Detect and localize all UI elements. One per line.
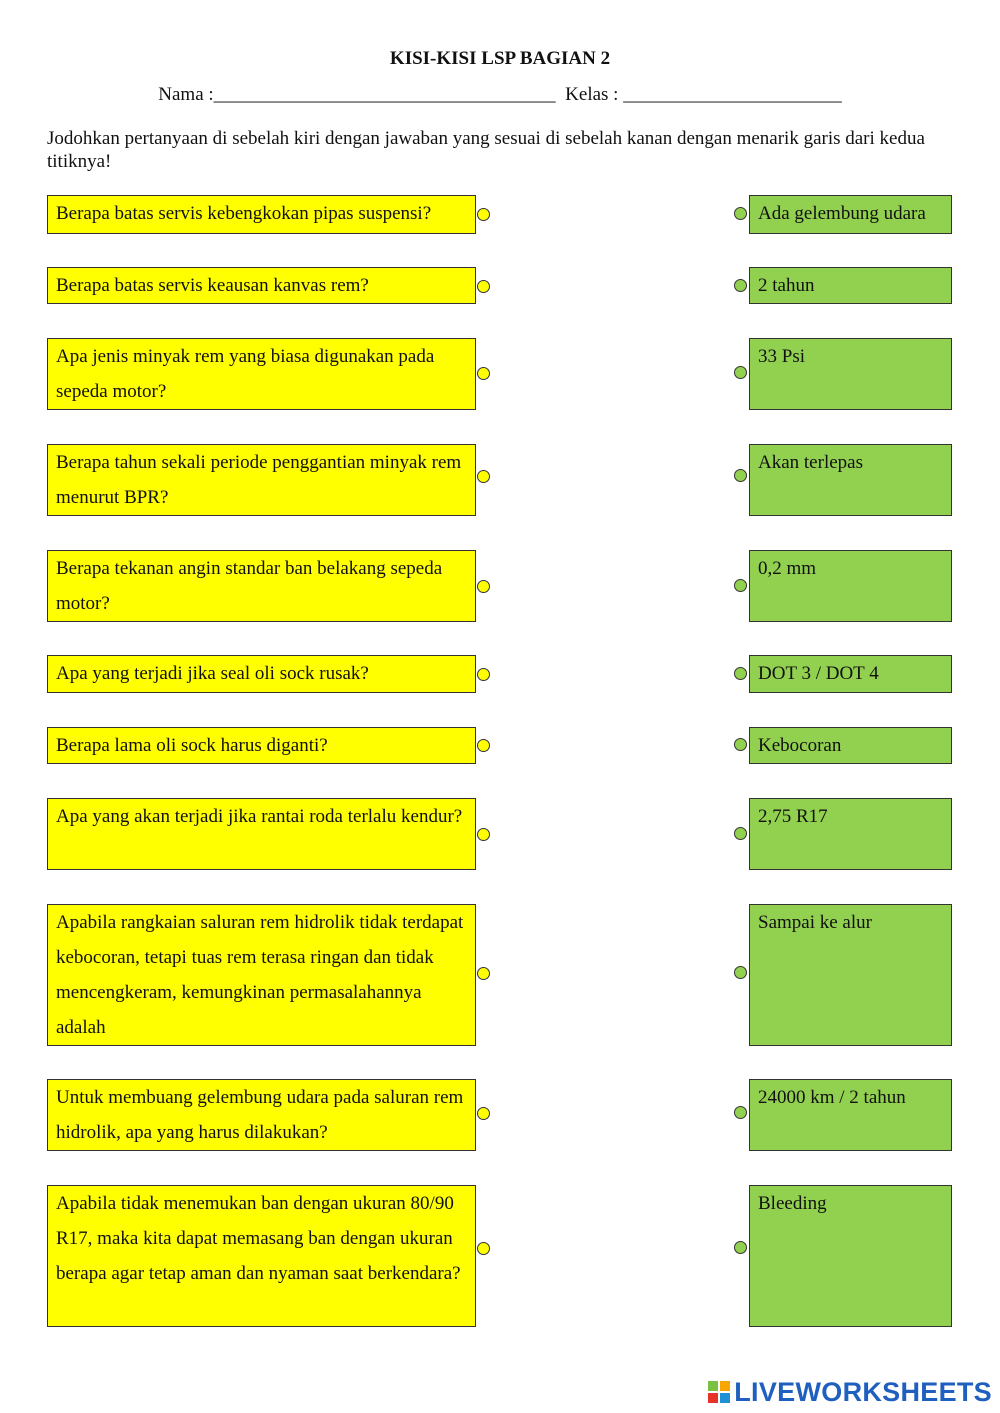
question-box-8: Apa yang akan terjadi jika rantai roda terlalu kendur?: [47, 798, 476, 870]
answer-dot-2[interactable]: [734, 279, 747, 292]
question-dot-4[interactable]: [477, 470, 490, 483]
question-box-9: Apabila rangkaian saluran rem hidrolik tidak terdapat kebocoran, tetapi tuas rem terasa ringan dan tidak mencengkeram, kemungkinan permasalahannya adalah: [47, 904, 476, 1046]
name-class-line: Nama :____________________________________ Kelas : _______________________: [158, 84, 842, 105]
question-box-11: Apabila tidak menemukan ban dengan ukuran 80/90 R17, maka kita dapat memasang ban dengan ukuran berapa agar tetap aman dan nyaman saat berkendara?: [47, 1185, 476, 1327]
logo-text: LIVEWORKSHEETS: [734, 1376, 992, 1407]
liveworksheets-icon: [707, 1380, 731, 1404]
answer-box-9: Sampai ke alur: [749, 904, 952, 1046]
answer-box-4: Akan terlepas: [749, 444, 952, 516]
question-box-1: Berapa batas servis kebengkokan pipas suspensi?: [47, 195, 476, 234]
answer-dot-4[interactable]: [734, 469, 747, 482]
answer-box-11: Bleeding: [749, 1185, 952, 1327]
question-box-10: Untuk membuang gelembung udara pada saluran rem hidrolik, apa yang harus dilakukan?: [47, 1079, 476, 1151]
question-dot-9[interactable]: [477, 967, 490, 980]
answer-dot-6[interactable]: [734, 667, 747, 680]
question-dot-1[interactable]: [477, 208, 490, 221]
page-title: KISI-KISI LSP BAGIAN 2: [389, 48, 611, 69]
question-dot-8[interactable]: [477, 828, 490, 841]
question-dot-11[interactable]: [477, 1242, 490, 1255]
question-dot-6[interactable]: [477, 668, 490, 681]
answer-box-6: DOT 3 / DOT 4: [749, 655, 952, 693]
answer-dot-10[interactable]: [734, 1106, 747, 1119]
answer-dot-8[interactable]: [734, 827, 747, 840]
question-dot-7[interactable]: [477, 739, 490, 752]
answer-box-8: 2,75 R17: [749, 798, 952, 870]
answer-dot-1[interactable]: [734, 207, 747, 220]
question-box-5: Berapa tekanan angin standar ban belakang sepeda motor?: [47, 550, 476, 622]
answer-box-3: 33 Psi: [749, 338, 952, 410]
question-box-3: Apa jenis minyak rem yang biasa digunakan pada sepeda motor?: [47, 338, 476, 410]
answer-dot-3[interactable]: [734, 366, 747, 379]
answer-dot-5[interactable]: [734, 579, 747, 592]
answer-dot-11[interactable]: [734, 1241, 747, 1254]
liveworksheets-logo: [707, 1377, 992, 1407]
answer-box-2: 2 tahun: [749, 267, 952, 304]
question-dot-10[interactable]: [477, 1107, 490, 1120]
question-dot-3[interactable]: [477, 367, 490, 380]
question-box-7: Berapa lama oli sock harus diganti?: [47, 727, 476, 764]
question-dot-5[interactable]: [477, 580, 490, 593]
answer-dot-9[interactable]: [734, 966, 747, 979]
answer-box-5: 0,2 mm: [749, 550, 952, 622]
answer-box-10: 24000 km / 2 tahun: [749, 1079, 952, 1151]
answer-dot-7[interactable]: [734, 738, 747, 751]
answer-box-7: Kebocoran: [749, 727, 952, 764]
question-dot-2[interactable]: [477, 280, 490, 293]
answer-box-1: Ada gelembung udara: [749, 195, 952, 234]
question-box-4: Berapa tahun sekali periode penggantian minyak rem menurut BPR?: [47, 444, 476, 516]
instruction-text: Jodohkan pertanyaan di sebelah kiri dengan jawaban yang sesuai di sebelah kanan dengan menarik garis dari kedua titiknya!: [47, 128, 925, 172]
question-box-6: Apa yang terjadi jika seal oli sock rusak?: [47, 655, 476, 693]
question-box-2: Berapa batas servis keausan kanvas rem?: [47, 267, 476, 304]
